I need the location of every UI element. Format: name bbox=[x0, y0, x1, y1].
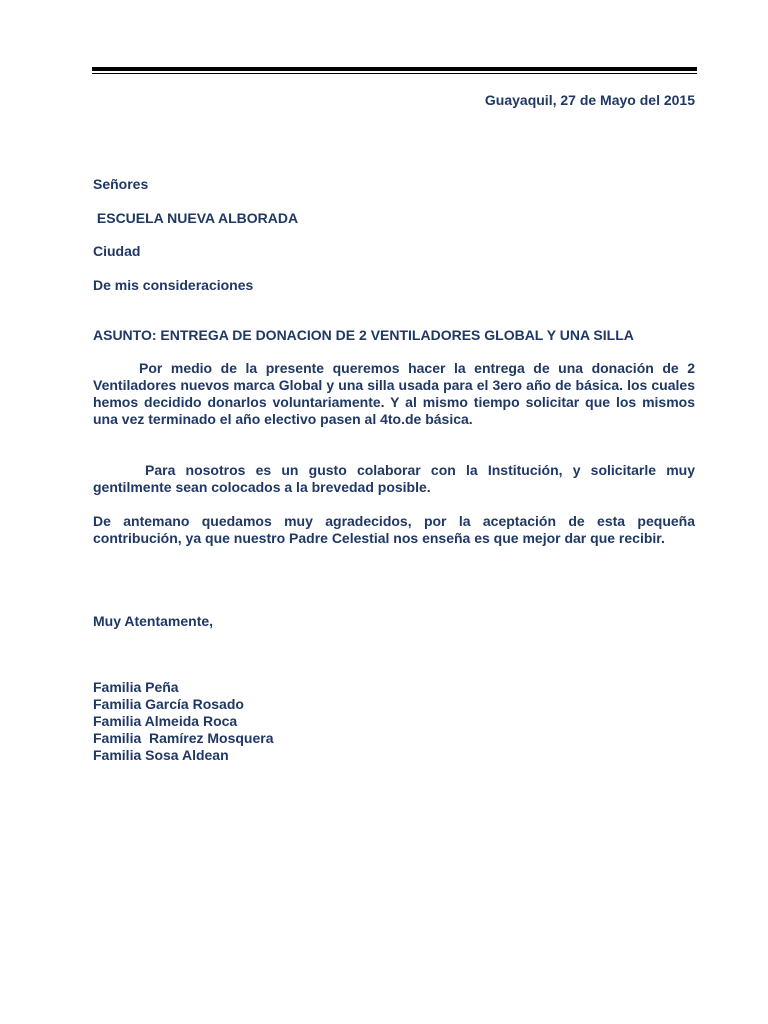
body-paragraph-2: Para nosotros es un gusto colaborar con la Institución, y solicitarle muy gentilmente sean colocados a la brevedad posible. bbox=[93, 462, 695, 495]
letter-date: Guayaquil, 27 de Mayo del 2015 bbox=[484, 92, 695, 108]
header-rule bbox=[92, 67, 697, 71]
signatory: Familia García Rosado bbox=[93, 696, 244, 712]
closing: Muy Atentamente, bbox=[93, 613, 214, 629]
subject-line: ASUNTO: ENTREGA DE DONACION DE 2 VENTILADORES GLOBAL Y UNA SILLA bbox=[93, 327, 634, 343]
opening: De mis consideraciones bbox=[93, 277, 254, 293]
signatory: Familia Ramírez Mosquera bbox=[93, 730, 274, 746]
header-rule-thin bbox=[92, 73, 697, 74]
salutation: Señores bbox=[93, 176, 149, 192]
recipient: ESCUELA NUEVA ALBORADA bbox=[93, 210, 299, 226]
city: Ciudad bbox=[93, 243, 141, 259]
signatory: Familia Almeida Roca bbox=[93, 713, 238, 729]
signatory: Familia Sosa Aldean bbox=[93, 747, 229, 763]
body-paragraph-1: Por medio de la presente queremos hacer la entrega de una donación de 2 Ventiladores nuevos marca Global y una silla usada para el 3ero año de básica. los cuales hemos decidido donarlos voluntariamente. Y al mismo tiempo solicitar que los mismos una vez terminado el año electivo pasen al 4to.de básica. bbox=[93, 360, 695, 427]
body-paragraph-3: De antemano quedamos muy agradecidos, por la aceptación de esta pequeña contribución, ya que nuestro Padre Celestial nos enseña es que mejor dar que recibir. bbox=[93, 513, 695, 546]
signatories-list bbox=[93, 679, 274, 764]
signatory: Familia Peña bbox=[93, 679, 179, 695]
